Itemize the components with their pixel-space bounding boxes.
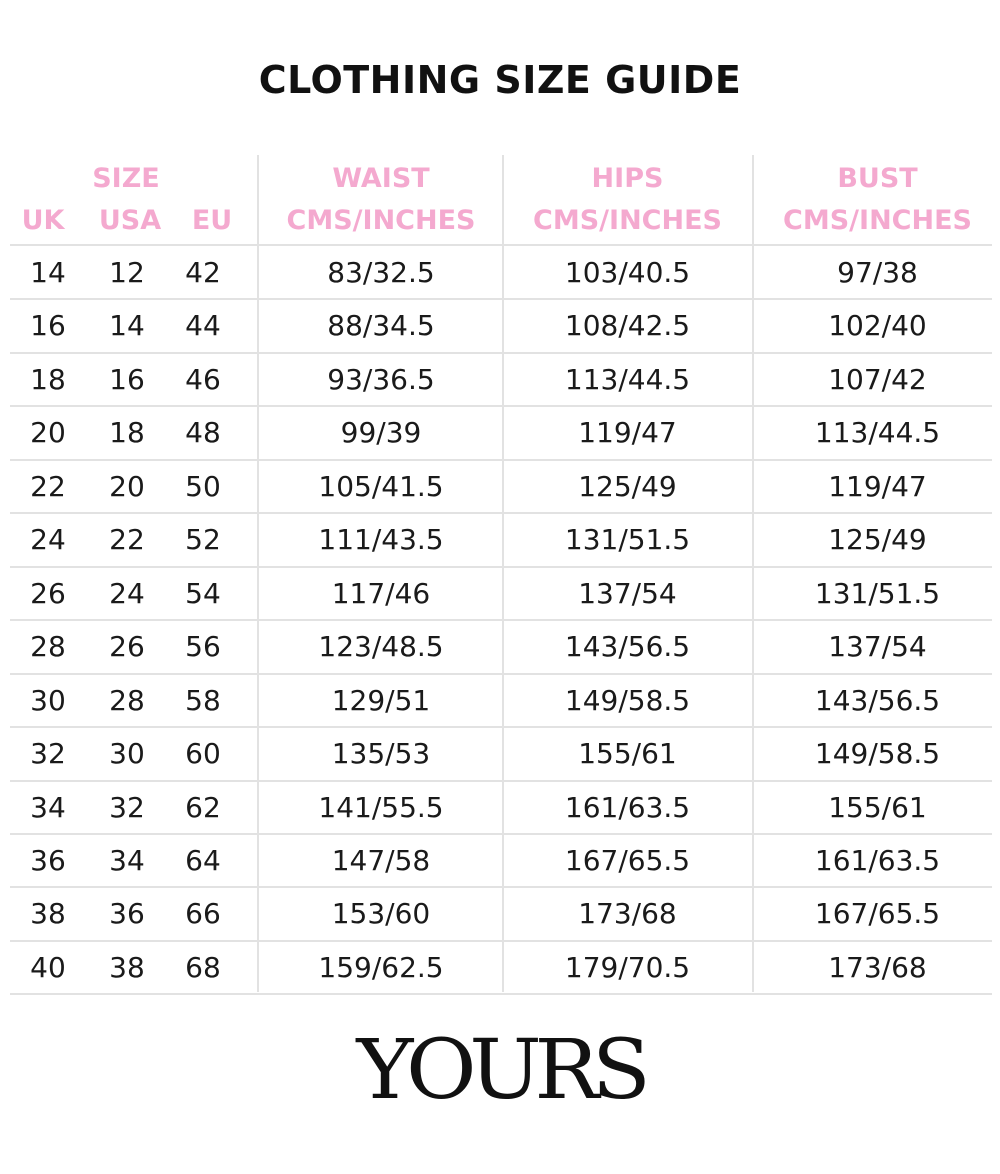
uk-size-cell: 34	[30, 790, 66, 824]
uk-size-cell: 36	[30, 843, 66, 877]
waist-cell: 99/39	[340, 416, 422, 450]
uk-size-cell: 20	[30, 416, 66, 450]
usa-size-cell: 16	[109, 362, 145, 396]
usa-size-cell: 32	[109, 790, 145, 824]
waist-cell: 141/55.5	[318, 790, 444, 824]
uk-size-cell: 24	[30, 523, 66, 557]
waist-cell: 111/43.5	[318, 523, 444, 557]
bust-cell: 131/51.5	[814, 576, 941, 610]
eu-size-cell: 68	[185, 950, 221, 984]
uk-size-cell: 30	[30, 683, 66, 717]
hips-units-header: CMS/INCHES	[533, 205, 722, 236]
waist-cell: 105/41.5	[318, 469, 444, 503]
hips-cell: 137/54	[578, 576, 677, 610]
eu-size-cell: 50	[185, 469, 221, 503]
hips-cell: 119/47	[578, 416, 677, 450]
waist-cell: 88/34.5	[327, 309, 435, 343]
waist-cell: 123/48.5	[318, 630, 444, 664]
waist-cell: 83/32.5	[327, 256, 435, 289]
hips-cell: 108/42.5	[564, 309, 691, 343]
bust-cell: 102/40	[828, 309, 927, 343]
usa-size-cell: 24	[109, 576, 145, 610]
waist-cell: 153/60	[331, 897, 431, 931]
usa-size-cell: 12	[109, 256, 145, 289]
hips-cell: 103/40.5	[564, 256, 691, 289]
waist-cell: 159/62.5	[318, 950, 444, 984]
usa-size-cell: 22	[109, 523, 145, 557]
waist-cell: 129/51	[331, 683, 431, 717]
bust-cell: 119/47	[828, 469, 927, 503]
eu-size-cell: 66	[185, 897, 221, 931]
uk-size-cell: 14	[30, 256, 66, 289]
bust-cell: 167/65.5	[814, 897, 941, 931]
uk-size-cell: 22	[30, 469, 66, 503]
eu-size-cell: 54	[185, 576, 221, 610]
usa-size-cell: 36	[109, 897, 145, 931]
column-divider	[502, 155, 504, 992]
uk-size-cell: 32	[30, 737, 66, 771]
usa-header: USA	[98, 205, 162, 236]
brand-logo: YOURS	[356, 1023, 644, 1118]
eu-size-cell: 62	[185, 790, 221, 824]
page-title: CLOTHING SIZE GUIDE	[258, 58, 742, 102]
hips-cell: 131/51.5	[564, 523, 691, 557]
column-divider	[752, 155, 754, 992]
uk-size-cell: 28	[30, 630, 66, 664]
bust-cell: 143/56.5	[814, 683, 941, 717]
waist-cell: 93/36.5	[327, 362, 435, 396]
usa-size-cell: 14	[109, 309, 145, 343]
bust-cell: 149/58.5	[814, 737, 941, 771]
hips-cell: 155/61	[578, 737, 677, 771]
usa-size-cell: 38	[109, 950, 145, 984]
eu-size-cell: 58	[185, 683, 221, 717]
bust-cell: 155/61	[828, 790, 927, 824]
uk-size-cell: 16	[30, 309, 66, 343]
eu-size-cell: 56	[185, 630, 221, 664]
column-divider	[257, 155, 259, 992]
uk-size-cell: 38	[30, 897, 66, 931]
bust-cell: 113/44.5	[814, 416, 941, 450]
uk-size-cell: 26	[30, 576, 66, 610]
waist-cell: 135/53	[331, 737, 431, 771]
eu-size-cell: 42	[185, 256, 221, 289]
hips-cell: 167/65.5	[564, 843, 691, 877]
usa-size-cell: 18	[109, 416, 145, 450]
bust-cell: 107/42	[828, 362, 927, 396]
hips-cell: 125/49	[578, 469, 677, 503]
waist-units-header: CMS/INCHES	[286, 205, 476, 236]
uk-size-cell: 18	[30, 362, 66, 396]
hips-cell: 143/56.5	[564, 630, 691, 664]
bust-units-header: CMS/INCHES	[783, 205, 972, 236]
bust-cell: 137/54	[828, 630, 927, 664]
bust-cell: 97/38	[837, 256, 918, 289]
usa-size-cell: 20	[109, 469, 145, 503]
eu-size-cell: 44	[185, 309, 221, 343]
hips-cell: 113/44.5	[564, 362, 691, 396]
usa-size-cell: 28	[109, 683, 145, 717]
bust-cell: 125/49	[828, 523, 927, 557]
eu-size-cell: 46	[185, 362, 221, 396]
usa-size-cell: 26	[109, 630, 145, 664]
hips-cell: 179/70.5	[564, 950, 691, 984]
hips-cell: 149/58.5	[564, 683, 691, 717]
eu-size-cell: 60	[185, 737, 221, 771]
waist-header: WAIST	[332, 163, 430, 194]
eu-size-cell: 64	[185, 843, 221, 877]
hips-header: HIPS	[591, 163, 664, 194]
uk-size-cell: 40	[30, 950, 66, 984]
bust-header: BUST	[837, 163, 918, 194]
hips-cell: 173/68	[578, 897, 677, 931]
hips-cell: 161/63.5	[564, 790, 691, 824]
size-header: SIZE	[92, 163, 160, 194]
eu-size-cell: 52	[185, 523, 221, 557]
row-rule	[10, 993, 992, 995]
waist-cell: 117/46	[331, 576, 431, 610]
bust-cell: 173/68	[828, 950, 927, 984]
waist-cell: 147/58	[331, 843, 431, 877]
uk-header: UK	[21, 205, 65, 236]
eu-header: EU	[191, 205, 233, 236]
bust-cell: 161/63.5	[814, 843, 941, 877]
usa-size-cell: 34	[109, 843, 145, 877]
usa-size-cell: 30	[109, 737, 145, 771]
eu-size-cell: 48	[185, 416, 221, 450]
